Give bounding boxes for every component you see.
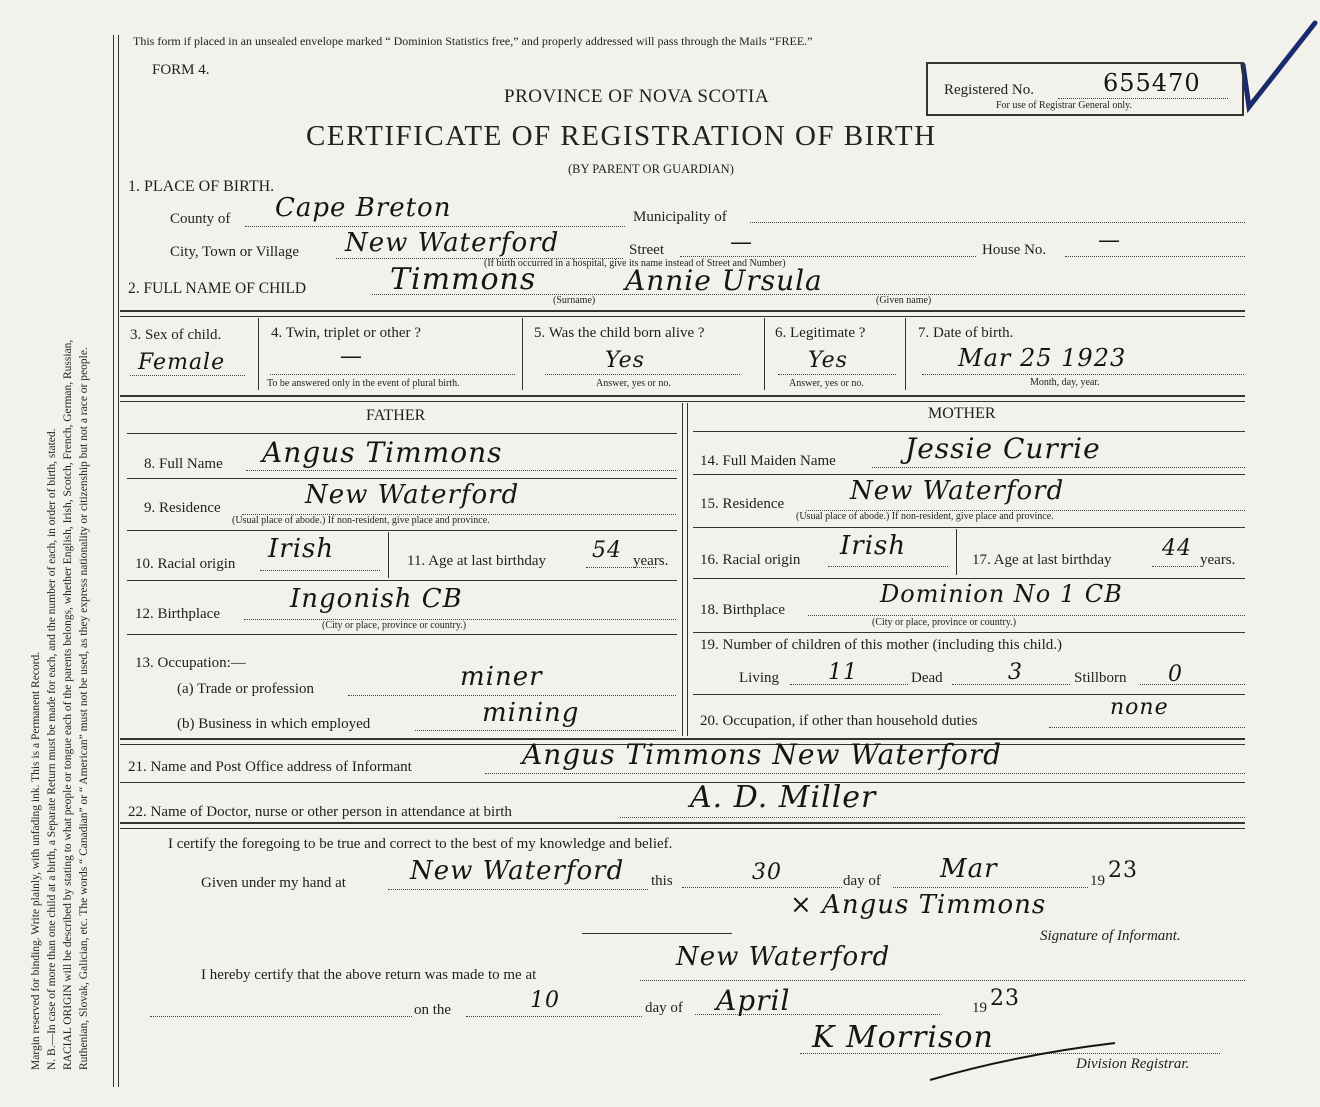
margin-border-outer bbox=[113, 35, 114, 1087]
registrar-place-value: New Waterford bbox=[676, 942, 891, 972]
father-racial-value: Irish bbox=[268, 534, 335, 564]
form-number: FORM 4. bbox=[152, 62, 210, 78]
registration-month-value: April bbox=[716, 984, 791, 1017]
informant-label: 21. Name and Post Office address of Informant bbox=[128, 759, 412, 775]
registered-note: For use of Registrar General only. bbox=[996, 100, 1132, 111]
sex-value: Female bbox=[138, 350, 226, 375]
month-value: Mar bbox=[940, 854, 998, 884]
doctor-value: A. D. Miller bbox=[690, 780, 877, 815]
sex-label: 3. Sex of child. bbox=[130, 327, 222, 343]
father-birthplace-value: Ingonish CB bbox=[290, 584, 463, 614]
year2-value: 23 bbox=[990, 986, 1020, 1011]
dead-label: Dead bbox=[911, 670, 943, 686]
registered-label: Registered No. bbox=[944, 82, 1034, 98]
alive-value: Yes bbox=[605, 348, 645, 373]
father-birthplace-note: (City or place, province or country.) bbox=[322, 620, 467, 631]
street-label: Street bbox=[629, 242, 664, 258]
registered-box bbox=[926, 62, 1244, 116]
registration-day-value: 10 bbox=[530, 988, 560, 1013]
twin-value: — bbox=[340, 344, 363, 369]
child-given-name: Annie Ursula bbox=[625, 264, 823, 297]
registrar-signature: K Morrison bbox=[812, 1020, 994, 1055]
margin-border-inner bbox=[118, 35, 119, 1087]
surname-note: (Surname) bbox=[553, 295, 596, 306]
father-name-label: 8. Full Name bbox=[144, 456, 223, 472]
dob-label: 7. Date of birth. bbox=[918, 325, 1014, 341]
mother-residence-value: New Waterford bbox=[850, 476, 1065, 506]
margin-instructions bbox=[28, 20, 92, 1070]
doctor-label: 22. Name of Doctor, nurse or other person in attendance at birth bbox=[128, 804, 512, 820]
mother-children-label: 19. Number of children of this mother (including this child.) bbox=[700, 637, 1063, 653]
place-of-birth-heading: 1. PLACE OF BIRTH. bbox=[128, 178, 275, 195]
father-name-value: Angus Timmons bbox=[262, 436, 503, 469]
father-occupation-label: 13. Occupation:— bbox=[135, 655, 246, 671]
certify-statement: I certify the foregoing to be true and correct to the best of my knowledge and belief. bbox=[168, 836, 673, 852]
legitimate-label: 6. Legitimate ? bbox=[775, 325, 866, 341]
dob-value: Mar 25 1923 bbox=[958, 344, 1127, 372]
alive-label: 5. Was the child born alive ? bbox=[534, 325, 705, 341]
father-residence-label: 9. Residence bbox=[144, 500, 221, 516]
registered-number: 655470 bbox=[1103, 69, 1201, 97]
informant-signature-label: Signature of Informant. bbox=[1040, 928, 1181, 944]
margin-line-4: Ruthenian, Slovak, Galician, etc. The words “ Canadian” or “ American” must not be used, as they express nationality or citizenship but not a race or people. bbox=[78, 347, 90, 1070]
on-the-label: on the bbox=[414, 1002, 452, 1018]
year2-prefix: 19 bbox=[972, 1000, 987, 1016]
mother-age-unit: years. bbox=[1200, 552, 1236, 568]
hospital-note: (If birth occurred in a hospital, give its name instead of Street and Number) bbox=[484, 258, 786, 269]
mother-occupation-value: none bbox=[1110, 695, 1169, 720]
mother-birthplace-label: 18. Birthplace bbox=[700, 602, 785, 618]
street-value: — bbox=[730, 230, 753, 255]
father-residence-value: New Waterford bbox=[305, 480, 520, 510]
year-prefix: 19 bbox=[1090, 873, 1105, 889]
mother-residence-label: 15. Residence bbox=[700, 496, 785, 512]
county-value: Cape Breton bbox=[275, 193, 452, 223]
day-of-label: day of bbox=[843, 873, 881, 889]
father-birthplace-label: 12. Birthplace bbox=[135, 606, 220, 622]
mother-racial-label: 16. Racial origin bbox=[700, 552, 801, 568]
father-residence-note: (Usual place of abode.) If non-resident, give place and province. bbox=[232, 515, 490, 526]
mother-age-label: 17. Age at last birthday bbox=[972, 552, 1112, 568]
father-age-unit: years. bbox=[633, 553, 669, 569]
city-label: City, Town or Village bbox=[170, 244, 300, 260]
twin-label: 4. Twin, triplet or other ? bbox=[271, 325, 421, 341]
legitimate-value: Yes bbox=[808, 348, 848, 373]
this-label: this bbox=[651, 873, 673, 889]
mail-notice: This form if placed in an unsealed envelope marked “ Dominion Statistics free,” and properly addressed will pass through the Mails “FREE.” bbox=[133, 34, 813, 48]
mother-racial-value: Irish bbox=[840, 531, 907, 561]
year-value: 23 bbox=[1108, 858, 1138, 883]
margin-line-2: N. B.—In case of more than one child at a birth, a Separate Return must be made for each, and the number of each, in order of birth, stated. bbox=[46, 428, 58, 1070]
father-business-value: mining bbox=[482, 698, 580, 728]
division-registrar-label: Division Registrar. bbox=[1076, 1056, 1190, 1072]
stillborn-value: 0 bbox=[1168, 662, 1183, 687]
father-heading: FATHER bbox=[366, 407, 426, 424]
father-age-value: 54 bbox=[592, 538, 622, 563]
city-value: New Waterford bbox=[345, 228, 560, 258]
legitimate-note: Answer, yes or no. bbox=[789, 378, 864, 389]
mother-name-label: 14. Full Maiden Name bbox=[700, 453, 836, 469]
mother-occupation-label: 20. Occupation, if other than household duties bbox=[700, 713, 978, 729]
province-heading: PROVINCE OF NOVA SCOTIA bbox=[504, 86, 770, 107]
mother-birthplace-note: (City or place, province or country.) bbox=[872, 617, 1017, 628]
given-place-value: New Waterford bbox=[410, 856, 625, 886]
twin-note: To be answered only in the event of plural birth. bbox=[267, 378, 460, 389]
house-no-value: — bbox=[1098, 228, 1121, 253]
father-trade-label: (a) Trade or profession bbox=[177, 681, 315, 697]
alive-note: Answer, yes or no. bbox=[596, 378, 671, 389]
mother-age-value: 44 bbox=[1162, 536, 1192, 561]
day-value: 30 bbox=[752, 860, 782, 885]
father-age-label: 11. Age at last birthday bbox=[407, 553, 546, 569]
check-mark-icon bbox=[1235, 15, 1320, 115]
mother-residence-note: (Usual place of abode.) If non-resident, give place and province. bbox=[796, 511, 1054, 522]
father-trade-value: miner bbox=[460, 662, 543, 692]
dob-note: Month, day, year. bbox=[1030, 377, 1100, 388]
living-value: 11 bbox=[828, 660, 858, 685]
stillborn-label: Stillborn bbox=[1074, 670, 1127, 686]
father-racial-label: 10. Racial origin bbox=[135, 556, 236, 572]
given-name-note: (Given name) bbox=[876, 295, 932, 306]
child-name-label: 2. FULL NAME OF CHILD bbox=[128, 280, 307, 297]
dead-value: 3 bbox=[1008, 660, 1023, 685]
informant-signature: × Angus Timmons bbox=[790, 890, 1047, 920]
mother-heading: MOTHER bbox=[928, 405, 996, 422]
mother-name-value: Jessie Currie bbox=[905, 432, 1101, 465]
margin-line-3: RACIAL ORIGIN will be described by stating to what people or tongue each of the parents belongs, whether English, Irish, Scotch, French, German, Russian, bbox=[62, 339, 74, 1070]
living-label: Living bbox=[739, 670, 779, 686]
municipality-label: Municipality of bbox=[633, 209, 727, 225]
day-of-2-label: day of bbox=[645, 1000, 683, 1016]
registrar-statement: I hereby certify that the above return was made to me at bbox=[201, 967, 537, 983]
county-label: County of bbox=[170, 211, 231, 227]
father-business-label: (b) Business in which employed bbox=[177, 716, 371, 732]
house-no-label: House No. bbox=[982, 242, 1047, 258]
given-under-label: Given under my hand at bbox=[201, 875, 346, 891]
informant-value: Angus Timmons New Waterford bbox=[522, 738, 1003, 771]
mother-birthplace-value: Dominion No 1 CB bbox=[880, 580, 1123, 608]
margin-line-1: Margin reserved for binding. Write plainly, with unfading ink. This is a Permanent Record. bbox=[30, 651, 42, 1070]
child-surname: Timmons bbox=[390, 262, 537, 297]
page-subtitle: (BY PARENT OR GUARDIAN) bbox=[568, 162, 734, 176]
page-title: CERTIFICATE OF REGISTRATION OF BIRTH bbox=[306, 120, 937, 152]
